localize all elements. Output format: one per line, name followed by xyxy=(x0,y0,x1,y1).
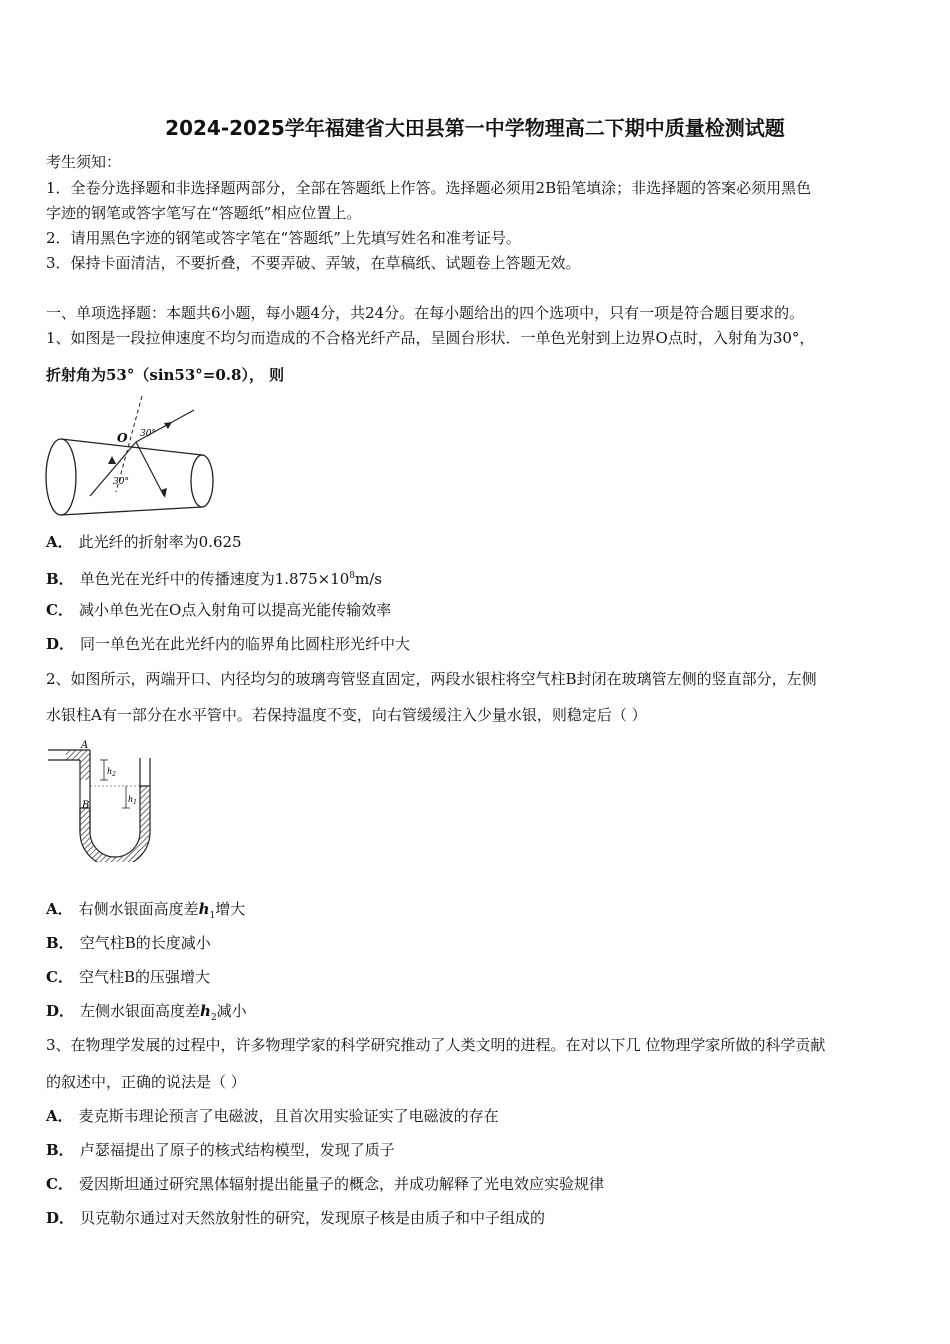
reflected-ray xyxy=(90,442,136,496)
page-title: 2024-2025学年福建省大田县第一中学物理高二下期中质量检测试题 xyxy=(165,116,785,140)
q3-option-d[interactable]: D． 贝克勒尔通过对天然放射性的研究，发现原子核是由质子和中子组成的 xyxy=(46,1209,546,1227)
q1-option-b[interactable]: B． 单色光在光纤中的传播速度为$1.875\times 10^8m/s$ xyxy=(46,570,383,588)
fiber-right-end xyxy=(191,455,213,507)
mercury-a-vertical xyxy=(80,760,90,780)
notice-item: 1．全卷分选择题和非选择题两部分，全部在答题纸上作答。选择题必须用2B铅笔填涂；非选择题的答案必须用黑色 xyxy=(46,179,812,197)
reflected-arrow-icon xyxy=(108,456,116,464)
angle-label-bottom: 30° xyxy=(113,477,129,487)
notice-item: 2．请用黑色字迹的钢笔或答字笔在“答题纸”上先填写姓名和准考证号。 xyxy=(46,229,521,247)
q3-stem-line1: 3、在物理学发展的过程中，许多物理学家的科学研究推动了人类文明的进程。在对以下几 位物理学家所做的科学贡献 xyxy=(46,1036,826,1054)
q1-option-c[interactable]: C． 减小单色光在O点入射角可以提高光能传输效率 xyxy=(46,601,392,619)
notice-item: 字迹的钢笔或答字笔写在“答题纸”相应位置上。 xyxy=(46,204,362,222)
fiber-left-end xyxy=(46,439,76,515)
q2-option-a[interactable]: A． 右侧水银面高度差$h_1$增大 xyxy=(46,900,246,921)
fiber-bottom-edge xyxy=(61,507,202,515)
q1-option-a[interactable]: A． 此光纤的折射率为0.625 xyxy=(46,533,242,551)
q1-stem-line2: 折射角为53°（sin53°=0.8）， 则 xyxy=(46,366,285,384)
q2-option-b[interactable]: B． 空气柱B的长度减小 xyxy=(46,934,211,952)
label-b: B xyxy=(82,800,90,811)
q3-stem-line2: 的叙述中，正确的说法是（ ） xyxy=(46,1073,246,1091)
q2-stem-line1: 2、如图所示，两端开口、内径均匀的玻璃弯管竖直固定，两段水银柱将空气柱B封闭在玻璃管左侧的竖直部分，左侧 xyxy=(46,670,817,688)
fiber-diagram xyxy=(44,392,216,522)
q2-option-d[interactable]: D． 左侧水银面高度差$h_2$减小 xyxy=(46,1002,247,1023)
notice-heading: 考生须知： xyxy=(46,153,122,171)
q2-option-c[interactable]: C． 空气柱B的压强增大 xyxy=(46,968,210,986)
q3-option-a[interactable]: A． 麦克斯韦理论预言了电磁波，且首次用实验证实了电磁波的存在 xyxy=(46,1107,499,1125)
label-h2: $h_2$ xyxy=(107,767,116,778)
q2-stem-line2: 水银柱A有一部分在水平管中。若保持温度不变，向右管缓缓注入少量水银，则稳定后（ ） xyxy=(46,706,647,724)
label-a: A xyxy=(81,740,89,751)
q1-option-d[interactable]: D． 同一单色光在此光纤内的临界角比圆柱形光纤中大 xyxy=(46,635,411,653)
mercury-a-horizontal xyxy=(66,750,90,760)
notice-item: 3．保持卡面清洁，不要折叠，不要弄破、弄皱，在草稿纸、试题卷上答题无效。 xyxy=(46,254,581,272)
angle-label-top: 30° xyxy=(140,429,156,439)
point-o-label: O xyxy=(117,431,128,445)
label-h1: $h_1$ xyxy=(128,795,137,806)
q3-option-c[interactable]: C． 爱因斯坦通过研究黑体辐射提出能量子的概念，并成功解释了光电效应实验规律 xyxy=(46,1175,604,1193)
section-heading: 一、单项选择题：本题共6小题，每小题4分，共24分。在每小题给出的四个选项中，只有一项是符合题目要求的。 xyxy=(46,304,805,322)
q3-option-b[interactable]: B． 卢瑟福提出了原子的核式结构模型，发现了质子 xyxy=(46,1141,395,1159)
q1-stem-line1: 1、如图是一段拉伸速度不均匀而造成的不合格光纤产品，呈圆台形状．一单色光射到上边界O点时，入射角为30°， xyxy=(46,329,815,347)
u-tube-diagram xyxy=(48,738,160,862)
